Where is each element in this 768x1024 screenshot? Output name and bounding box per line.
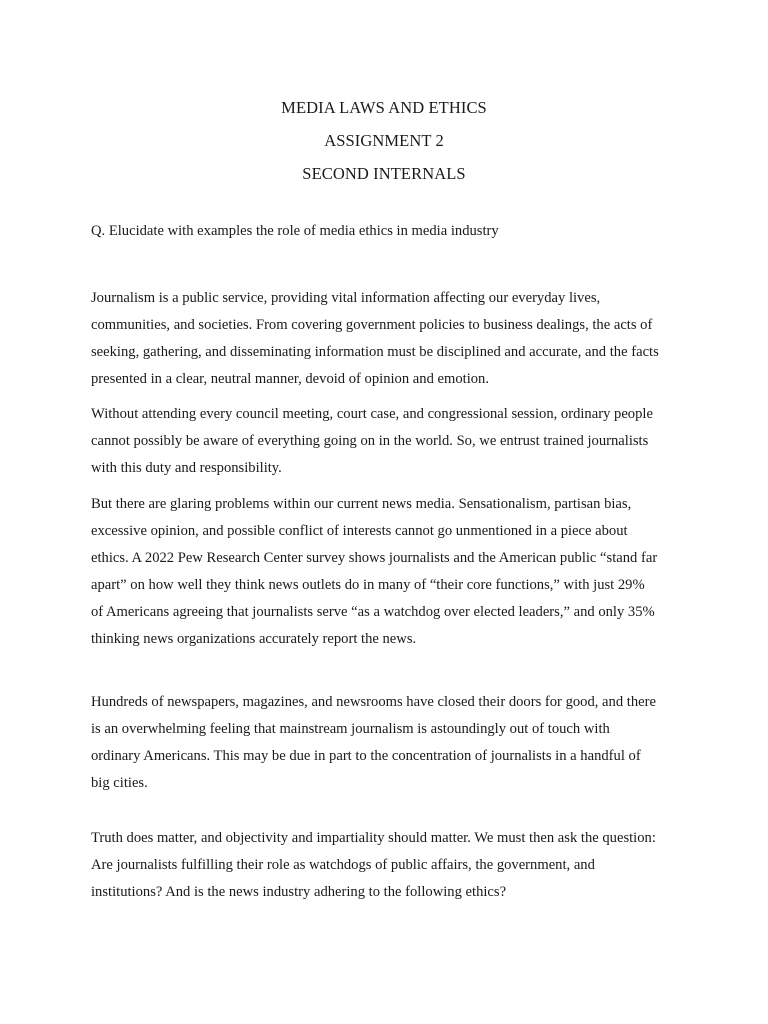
paragraph-line: is an overwhelming feeling that mainstream journalism is astoundingly out of touch with xyxy=(91,721,610,737)
paragraph-line: communities, and societies. From covering government policies to business dealings, the acts of xyxy=(91,317,653,333)
paragraph-line: Hundreds of newspapers, magazines, and newsrooms have closed their doors for good, and there xyxy=(91,694,656,710)
paragraph-line: But there are glaring problems within our current news media. Sensationalism, partisan bias, xyxy=(91,496,632,512)
paragraph-line: with this duty and responsibility. xyxy=(91,460,282,476)
internals-label: SECOND INTERNALS xyxy=(302,164,466,183)
paragraph-line: Journalism is a public service, providing vital information affecting our everyday lives, xyxy=(91,290,601,306)
assignment-label: ASSIGNMENT 2 xyxy=(324,131,444,150)
paragraph-5 xyxy=(91,825,691,906)
paragraph-line: ethics. A 2022 Pew Research Center survey shows journalists and the American public “stand far xyxy=(91,550,658,566)
paragraph-4 xyxy=(91,689,691,797)
paragraph-line: seeking, gathering, and disseminating information must be disciplined and accurate, and the facts xyxy=(91,344,659,360)
paragraph-line: presented in a clear, neutral manner, devoid of opinion and emotion. xyxy=(91,371,489,387)
paragraph-line: ordinary Americans. This may be due in part to the concentration of journalists in a handful of xyxy=(91,748,641,764)
paragraph-1 xyxy=(91,285,691,393)
paragraph-2 xyxy=(91,401,691,482)
title-block xyxy=(0,91,768,190)
paragraph-line: of Americans agreeing that journalists serve “as a watchdog over elected leaders,” and only 35% xyxy=(91,604,655,620)
paragraph-line: Without attending every council meeting, court case, and congressional session, ordinary people xyxy=(91,406,653,422)
paragraph-line: apart” on how well they think news outlets do in many of “their core functions,” with just 29% xyxy=(91,577,645,593)
paragraph-line: Truth does matter, and objectivity and impartiality should matter. We must then ask the question: xyxy=(91,830,656,846)
paragraph-line: institutions? And is the news industry adhering to the following ethics? xyxy=(91,884,507,900)
paragraph-3 xyxy=(91,491,691,653)
paragraph-line: excessive opinion, and possible conflict of interests cannot go unmentioned in a piece about xyxy=(91,523,628,539)
paragraph-line: big cities. xyxy=(91,775,148,791)
paragraph-line: cannot possibly be aware of everything going on in the world. So, we entrust trained journalists xyxy=(91,433,649,449)
paragraph-line: Are journalists fulfilling their role as watchdogs of public affairs, the government, and xyxy=(91,857,595,873)
question-text: Q. Elucidate with examples the role of media ethics in media industry xyxy=(91,223,499,239)
document-title: MEDIA LAWS AND ETHICS xyxy=(281,98,487,117)
paragraph-line: thinking news organizations accurately report the news. xyxy=(91,631,417,647)
